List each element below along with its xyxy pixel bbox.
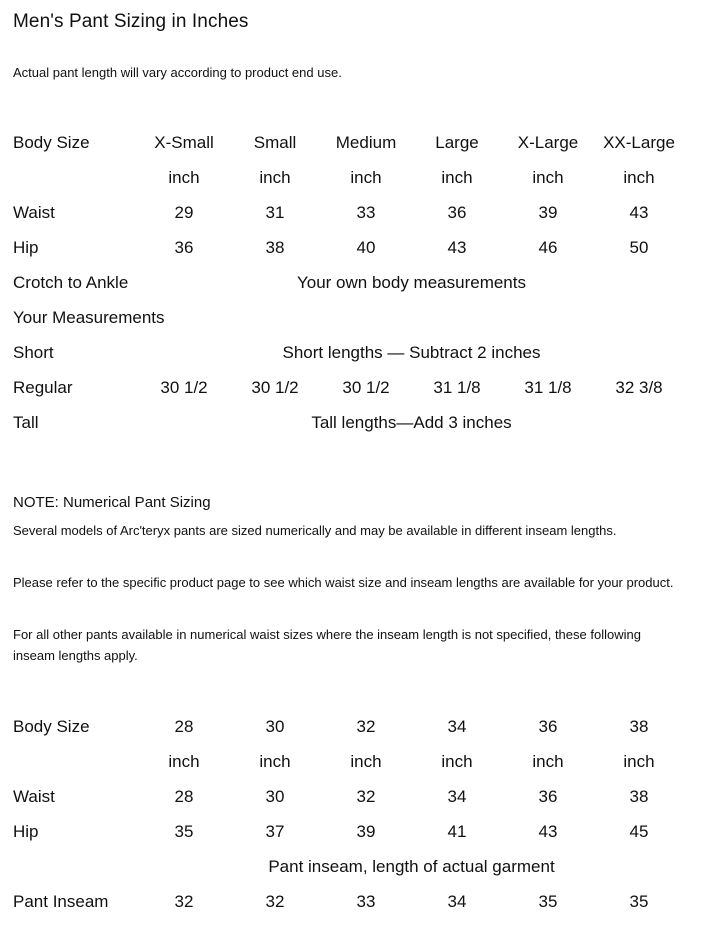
note-paragraph: For all other pants available in numerical waist sizes where the inseam length is not specified, these following inseam lengths apply. [13,627,641,663]
row-label: Waist [13,787,55,806]
page-title: Men's Pant Sizing in Inches [13,11,249,32]
table-cell: 36 [538,787,558,806]
table-row-body-size [0,717,701,747]
table-cell: 35 [538,892,558,911]
table-cell: 32 [265,892,285,911]
table-cell: 39 [538,203,558,222]
table-cell: 31 1/8 [433,378,481,397]
table-row-regular [0,378,701,408]
row-label: Waist [13,203,55,222]
size-header: Medium [335,133,397,152]
row-label: Crotch to Ankle [13,273,129,292]
table-cell: 38 [265,238,285,257]
row-label: Short [13,343,54,362]
table-cell: 50 [629,238,649,257]
table-row-crotch [0,273,701,303]
table-row-tall [0,413,701,443]
spanning-note: Your own body measurements [296,273,526,292]
spanning-note: Short lengths — Subtract 2 inches [282,343,541,362]
table-row-waist [0,203,701,233]
table-row-pant-inseam [0,892,701,922]
unit-cell: inch [350,168,382,187]
row-label: Body Size [13,133,90,152]
table-row-unit [0,168,701,198]
table-cell: 43 [629,203,649,222]
table-cell: 36 [447,203,467,222]
unit-cell: inch [168,752,200,771]
unit-cell: inch [441,168,473,187]
size-header: X-Large [517,133,579,152]
table-cell: 31 [265,203,285,222]
unit-cell: inch [441,752,473,771]
table-cell: 39 [356,822,376,841]
row-label: Hip [13,238,39,257]
table-cell: 35 [174,822,194,841]
size-header: 36 [538,717,558,736]
note-paragraph: Several models of Arc'teryx pants are sized numerically and may be available in different inseam lengths. [13,523,617,538]
table-cell: 41 [447,822,467,841]
row-label: Regular [13,378,73,397]
table-cell: 32 3/8 [615,378,663,397]
intro-text: Actual pant length will vary according to product end use. [13,65,342,80]
note-paragraph: Please refer to the specific product page to see which waist size and inseam lengths are available for your product. [13,575,674,590]
table-cell: 30 1/2 [251,378,299,397]
table-row-hip [0,822,701,852]
spanning-note: Tall lengths—Add 3 inches [311,413,512,432]
size-header: Small [253,133,297,152]
table-row-waist [0,787,701,817]
table-cell: 32 [174,892,194,911]
table-cell: 34 [447,787,467,806]
row-label: Tall [13,413,39,432]
table-cell: 46 [538,238,558,257]
table-cell: 31 1/8 [524,378,572,397]
table-cell: 36 [174,238,194,257]
unit-cell: inch [623,168,655,187]
size-header: 34 [447,717,467,736]
size-header: 38 [629,717,649,736]
table-cell: 32 [356,787,376,806]
unit-cell: inch [350,752,382,771]
size-header: 30 [265,717,285,736]
table-row-body-size [0,133,701,163]
unit-cell: inch [168,168,200,187]
table-cell: 43 [447,238,467,257]
table-cell: 30 1/2 [342,378,390,397]
table-cell: 30 1/2 [160,378,208,397]
note-heading: NOTE: Numerical Pant Sizing [13,494,211,511]
row-label: Your Measurements [13,308,165,327]
table-row-unit [0,752,701,782]
table-cell: 40 [356,238,376,257]
table-cell: 38 [629,787,649,806]
table-row-your-measurements [0,308,701,338]
size-header: X-Small [154,133,214,152]
size-header: 28 [174,717,194,736]
table-row-inseam-note [0,857,701,887]
unit-cell: inch [259,168,291,187]
table-cell: 33 [356,203,376,222]
table-row-hip [0,238,701,268]
size-header: 32 [356,717,376,736]
row-label: Body Size [13,717,90,736]
table-cell: 28 [174,787,194,806]
spanning-note: Pant inseam, length of actual garment [268,857,555,876]
table-cell: 29 [174,203,194,222]
table-cell: 37 [265,822,285,841]
table-cell: 45 [629,822,649,841]
unit-cell: inch [623,752,655,771]
row-label: Pant Inseam [13,892,109,911]
unit-cell: inch [532,752,564,771]
table-cell: 43 [538,822,558,841]
size-header: Large [435,133,479,152]
row-label: Hip [13,822,39,841]
table-cell: 30 [265,787,285,806]
unit-cell: inch [532,168,564,187]
unit-cell: inch [259,752,291,771]
table-cell: 35 [629,892,649,911]
table-cell: 33 [356,892,376,911]
table-row-short [0,343,701,373]
table-cell: 34 [447,892,467,911]
size-header: XX-Large [603,133,675,152]
